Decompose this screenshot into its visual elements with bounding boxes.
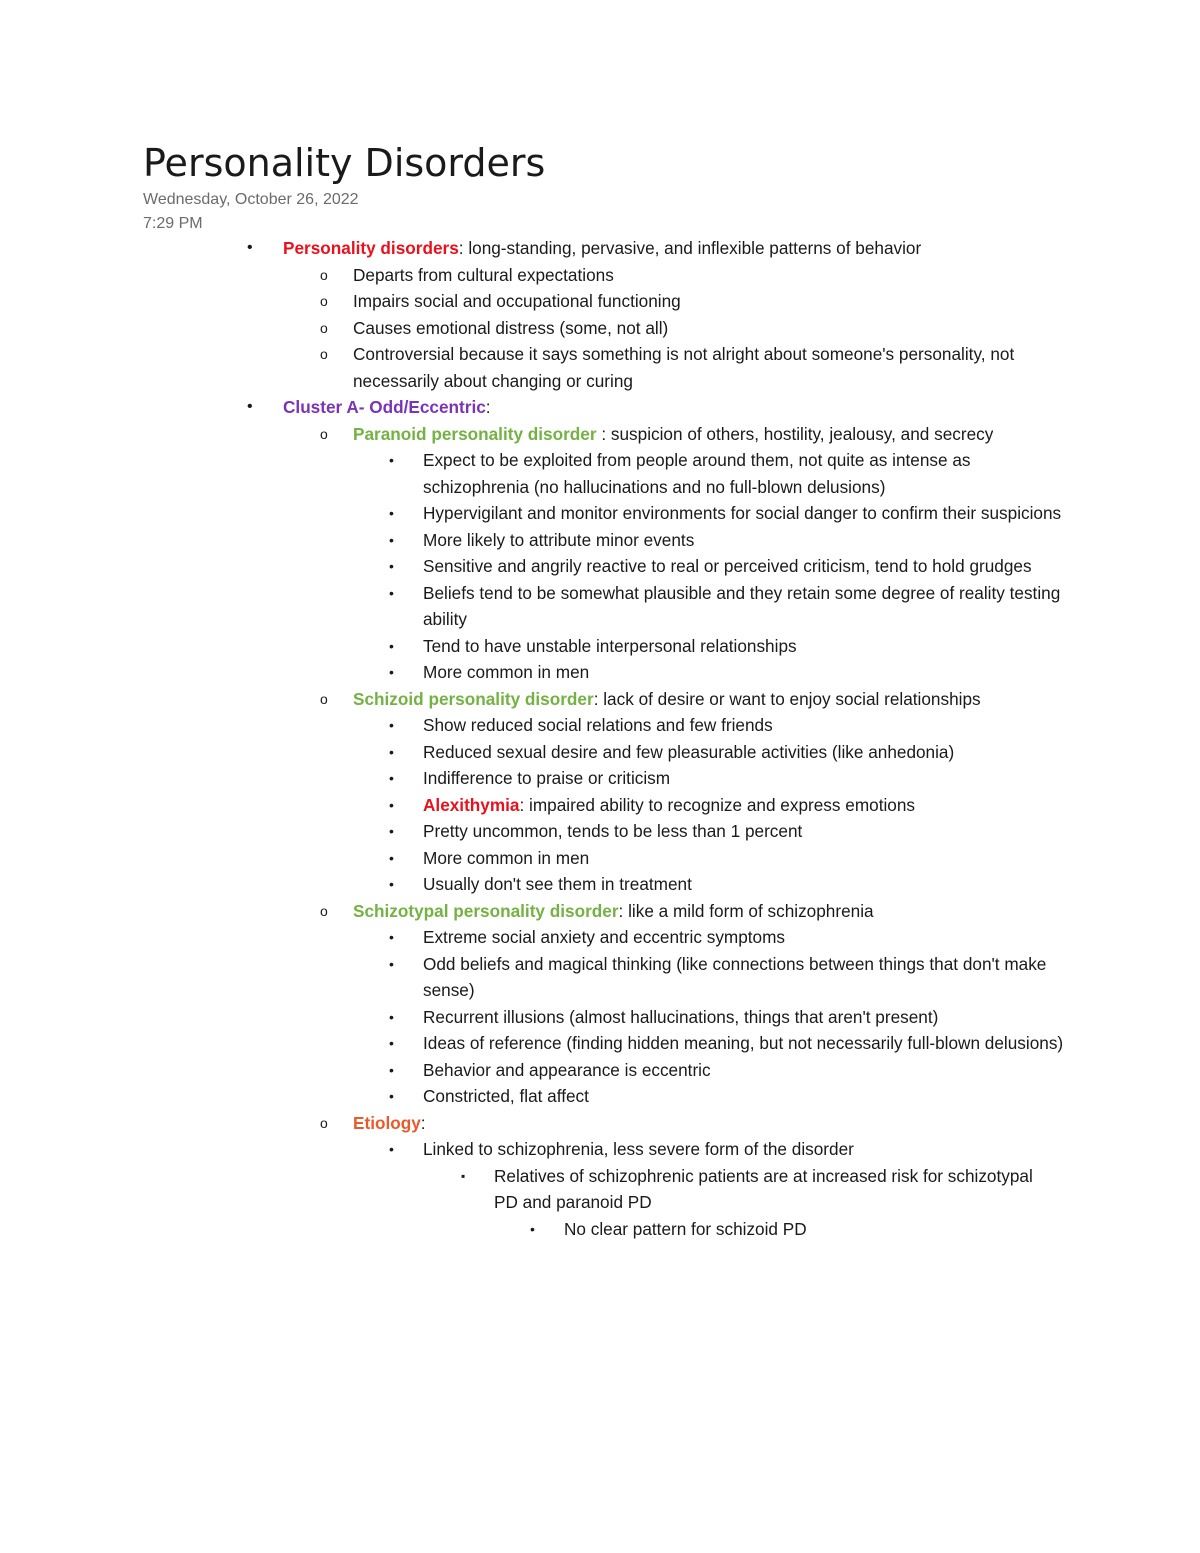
list-item-text: Ideas of reference (finding hidden meaning, but not necessarily full-blown delusions) — [423, 1033, 1064, 1053]
list-item-text: Linked to schizophrenia, less severe form of the disorder — [423, 1139, 854, 1159]
list-item-text: Usually don't see them in treatment — [423, 874, 692, 894]
bullet-icon: • — [389, 743, 394, 760]
definition-text: : impaired ability to recognize and express emotions — [519, 794, 915, 815]
list-item-text: Beliefs tend to be somewhat plausible and they retain some degree of reality testing ability — [423, 582, 1061, 629]
circle-bullet-icon: o — [320, 425, 328, 442]
circle-bullet-icon: o — [320, 266, 328, 283]
list-item-text: Odd beliefs and magical thinking (like connections between things that don't make sense) — [423, 953, 1047, 1000]
list-item — [389, 580, 1073, 633]
list-item — [389, 1083, 1073, 1110]
list-item — [389, 1057, 1073, 1084]
list-item — [389, 845, 1073, 872]
term-personality-disorders: Personality disorders — [283, 238, 459, 258]
list-item-text: More common in men — [423, 662, 590, 682]
bullet-icon: • — [389, 584, 394, 601]
bullet-icon: • — [389, 505, 394, 521]
list-item-text: More likely to attribute minor events — [423, 529, 695, 550]
bullet-icon: • — [389, 452, 394, 468]
list-item — [389, 1136, 1073, 1163]
bullet-icon: • — [530, 1220, 535, 1237]
list-item-text: More common in men — [423, 847, 590, 868]
definition-text: : suspicion of others, hostility, jealousy, and secrecy — [596, 423, 994, 444]
bullet-icon: • — [389, 929, 394, 945]
term-paranoid-pd: Paranoid personality disorder — [353, 423, 597, 444]
bullet-icon: • — [389, 823, 394, 839]
definition-text: : — [420, 1112, 426, 1133]
list-item — [389, 739, 1073, 766]
bullet-icon: • — [389, 876, 394, 892]
circle-bullet-icon: o — [320, 1114, 328, 1131]
bullet-icon: • — [389, 664, 394, 680]
circle-bullet-icon: o — [320, 690, 328, 707]
note-body — [0, 235, 1200, 1242]
list-item — [320, 341, 1065, 394]
definition-text: : — [485, 397, 491, 417]
list-item-text: Recurrent illusions (almost hallucinations, things that aren't present) — [423, 1006, 939, 1027]
circle-bullet-icon: o — [320, 902, 328, 919]
list-item-text: Causes emotional distress (some, not all) — [353, 317, 669, 338]
list-item — [320, 262, 1065, 289]
list-item-text: Behavior and appearance is eccentric — [423, 1059, 711, 1080]
list-item — [389, 712, 1073, 739]
list-item-text: Relatives of schizophrenic patients are at increased risk for schizotypal PD and paranoid PD — [494, 1165, 1033, 1212]
list-item — [389, 633, 1073, 660]
list-item-text: Pretty uncommon, tends to be less than 1 percent — [423, 821, 803, 841]
page-title: Personality Disorders — [143, 141, 546, 185]
term-alexithymia: Alexithymia — [423, 794, 520, 815]
page-date: Wednesday, October 26, 2022 — [143, 191, 359, 208]
list-item-text: Tend to have unstable interpersonal relationships — [423, 635, 797, 656]
list-item-text: Indifference to praise or criticism — [423, 768, 671, 788]
list-item-schizoid — [320, 686, 1065, 713]
square-bullet-icon: ▪ — [461, 1168, 466, 1183]
definition-text: : lack of desire or want to enjoy social relationships — [593, 688, 981, 709]
bullet-icon: • — [389, 1061, 394, 1078]
list-item — [461, 1163, 1054, 1216]
list-item-text: Extreme social anxiety and eccentric symptoms — [423, 927, 786, 947]
term-cluster-a: Cluster A- Odd/Eccentric — [283, 397, 486, 417]
list-item — [389, 1030, 1073, 1057]
bullet-icon: • — [389, 637, 394, 654]
list-item — [389, 500, 1073, 527]
list-item — [389, 818, 1073, 845]
list-item — [389, 527, 1073, 554]
list-item-paranoid — [320, 421, 1065, 448]
circle-bullet-icon: o — [320, 293, 328, 309]
list-item-text: Constricted, flat affect — [423, 1086, 589, 1106]
bullet-icon: • — [389, 717, 394, 733]
bullet-icon: • — [389, 558, 394, 574]
list-item-text: Hypervigilant and monitor environments for social danger to confirm their suspicions — [423, 503, 1062, 523]
term-etiology: Etiology — [353, 1112, 421, 1133]
definition-text: : like a mild form of schizophrenia — [618, 900, 874, 921]
definition-text: : long-standing, pervasive, and inflexible patterns of behavior — [458, 238, 922, 258]
list-item — [389, 871, 1073, 898]
bullet-icon: • — [247, 398, 253, 415]
bullet-icon: • — [389, 849, 394, 866]
list-item-alexithymia — [389, 792, 1073, 819]
list-item-schizotypal — [320, 898, 1065, 925]
list-item-personality-disorders — [247, 235, 1063, 262]
list-item — [530, 1216, 1064, 1243]
list-item — [389, 951, 1073, 1004]
page-time: 7:29 PM — [143, 215, 203, 232]
bullet-icon: • — [389, 1008, 394, 1025]
list-item-etiology — [320, 1110, 1065, 1137]
list-item — [389, 447, 1073, 500]
list-item — [389, 765, 1073, 792]
term-schizoid-pd: Schizoid personality disorder — [353, 688, 594, 709]
bullet-icon: • — [389, 1035, 394, 1051]
bullet-icon: • — [389, 1088, 394, 1104]
list-item-text: Departs from cultural expectations — [353, 264, 614, 285]
list-item-text: Controversial because it says something is not alright about someone's personality, not necessarily about changing or curing — [353, 344, 1015, 391]
list-item — [389, 924, 1073, 951]
bullet-icon: • — [389, 796, 394, 813]
bullet-icon: • — [389, 770, 394, 786]
list-item — [389, 553, 1073, 580]
bullet-icon: • — [389, 955, 394, 972]
term-schizotypal-pd: Schizotypal personality disorder — [353, 900, 619, 921]
circle-bullet-icon: o — [320, 319, 328, 336]
bullet-icon: • — [389, 531, 394, 548]
list-item-text: Sensitive and angrily reactive to real or perceived criticism, tend to hold grudges — [423, 556, 1032, 576]
circle-bullet-icon: o — [320, 346, 328, 362]
list-item — [320, 315, 1065, 342]
list-item-text: Impairs social and occupational functioning — [353, 291, 681, 311]
list-item-text: Show reduced social relations and few friends — [423, 715, 773, 735]
bullet-icon: • — [247, 239, 253, 256]
list-item-text: No clear pattern for schizoid PD — [564, 1218, 807, 1239]
list-item-text: Expect to be exploited from people around them, not quite as intense as schizophrenia (no hallucinations and no full-blown delusions) — [423, 450, 971, 497]
list-item — [389, 659, 1073, 686]
bullet-icon: • — [389, 1141, 394, 1157]
list-item — [320, 288, 1065, 315]
list-item — [389, 1004, 1073, 1031]
list-item-cluster-a — [247, 394, 1063, 421]
list-item-text: Reduced sexual desire and few pleasurable activities (like anhedonia) — [423, 741, 955, 762]
